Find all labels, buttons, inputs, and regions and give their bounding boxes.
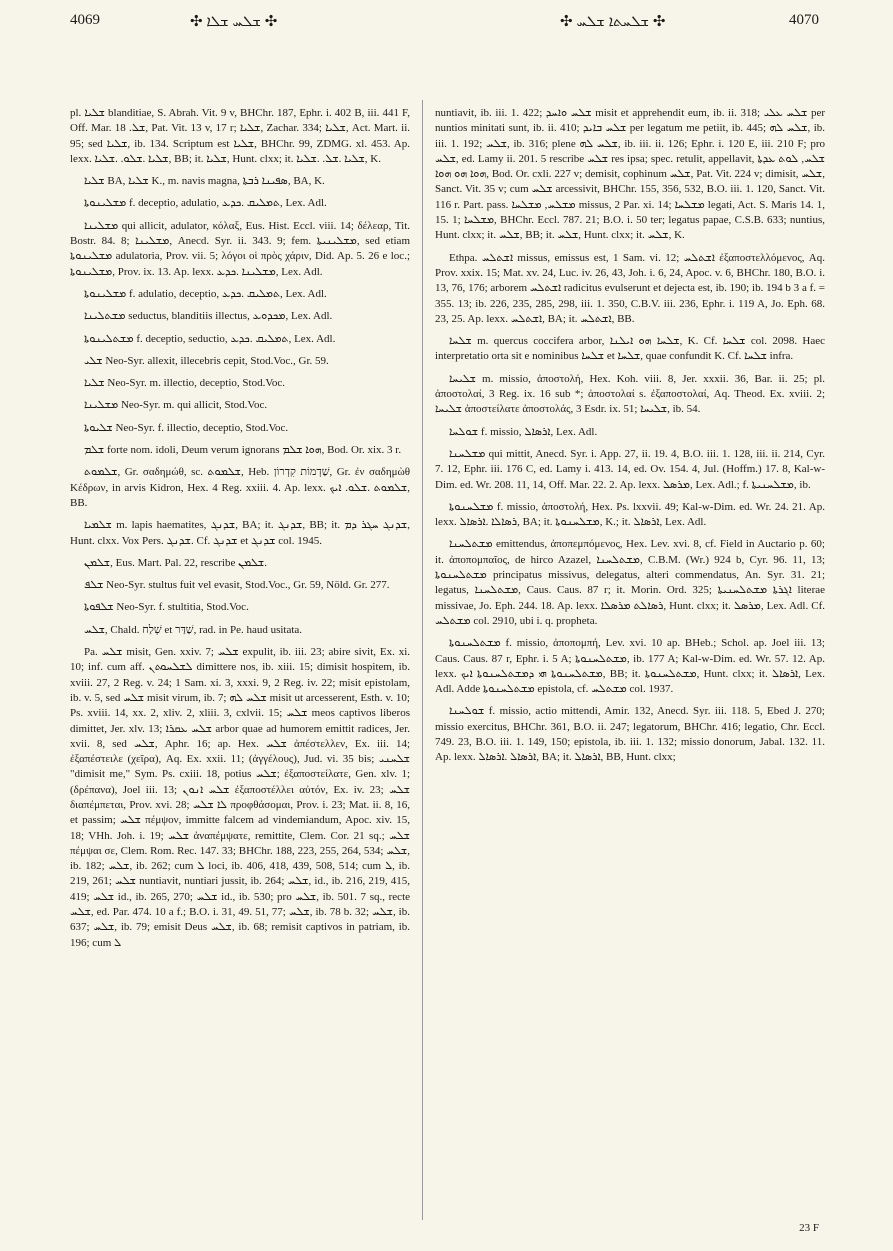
entry: nuntiavit, ib. iii. 1. 422; ܫܠܚ ܘܐܚܕ misit et apprehendit eum, ib. ii. 318; ܫܠܚ ܥܠܝ per nuntios minitati sunt, ib. ii. 410; ܫܠܚ ܒܐܝܕ per legatum me petiit, ib. 445; ܫܠܚ ܠܗ, ib. iii. 1. 192; ܫܠܚ, ib. 316; plene ܫܠܚ ܠܗ, ib. iii. ii. 126; Ephr. i. 120 E, iii. 210 F; pro ܫܠܚ, ed. Lamy ii. 201. 5 rescribe ܫܠܚ res ipsa; spec. retulit, appellavit, ܫܠܚ, ܠܘܬ ܥܕܬܐ ܗܘܐ ܗܘ ܗܘܐ, Bod. Or. cxli. 227 v; demisit, cophinum ܫܠܚ, Pat. Vit. 224 v; dimisit, ܫܠܚ, Sanct. Vit. 35 v; cum ܫܠܚ arcessivit, BHChr. 155, 356, 532, B.O. iii. 1. 120, Sanct. Vit. 116 r. Part. pass. ܡܫܠܚ, ܡܫܠܚܐ missus, 2 Par. xi. 14; ܡܫܠܚܐ legati, Act. S. Maris 14. 1, 15. 1; ܡܫܠܚܐ, BHChr. Eccl. 787. 21; B.O. i. 50 ter; legatus papae, C.S.B. 633; nuntius, Hunt. clxx; it. ܫܠܚ, BB; it. ܫܠܚ, Hunt. clxx; it. ܫܠܚ, K. xyxy=(435,107,825,242)
entry: ܫܠܡܘܬ, Gr. σαδημώθ, sc. ܫܠܡܘܬ, Heb. שַׁדְמוֹת קִדְרוֹן, Gr. ἐν σαδημὼθ Κέδρων, in arvis Kidron, Hex. 4 Reg. xxiii. 4. Ap. lexx. ܫܠܡܘܬ .ܫܠܘ. ܐܝܟ, BB. xyxy=(70,466,410,509)
right-column xyxy=(435,106,825,1226)
entry: ܫܠܡ forte nom. idoli, Deum verum ignorans ܗܘܐ ܫܠܡ, Bod. Or. xix. 3 r. xyxy=(84,444,402,457)
entry: ܫܠܚܐ m. quercus coccifera arbor, ܫܠܚܐ ܗܘ ܐܝܠܢܐ, K. Cf. ܫܠܚܐ col. 2098. Haec interpretatio orta sit e nominibus ܫܠܚܐ et ܫܠܚܐ, quae confundit K. Cf. ܫܠܚܐ infra. xyxy=(435,335,825,363)
entry: ܫܘܠܚܐ f. missio, ܐܪܣܐܠ, Lex. Adl. xyxy=(449,425,598,438)
entry: ܫܠܦܘܬܐ Neo-Syr. f. stultitia, Stod.Voc. xyxy=(84,601,249,614)
entry: ܡܫܠܝܢܘܬܐ f. deceptio, adulatio, ܬܡܠܝܩ .ܟܕܥ, Lex. Adl. xyxy=(84,197,327,210)
signature-mark: 23 F xyxy=(799,1222,819,1234)
entry: ܫܠܦ Neo-Syr. stultus fuit vel evasit, Stod.Voc., Gr. 59, Nöld. Gr. 277. xyxy=(84,579,390,592)
entry: ܫܠܝܚܐ m. missio, ἀποστολή, Hex. Koh. viii. 8, Jer. xxxii. 36, Bar. ii. 25; pl. ἀποστολαί, 3 Reg. ix. 16 sub *; ἀποστολαί s. ἐξαποστολαί, Aq. Theod. Ex. xviii. 2; ܫܠܝܚܐ ἀποστείλατε ἀποστολάς, 3 Esdr. ix. 51; ܫܠܝܚܐ, ib. 54. xyxy=(435,372,825,416)
running-title-right: ✣ ܫܠܚܬܐ ܫܠܚ ✣ xyxy=(560,14,666,30)
entry: ܫܘܠܚܢܐ f. missio, actio mittendi, Amir. 132, Anecd. Syr. iii. 118. 5, Ebed J. 270; missio exercitus, BHChr. 361, B.O. ii. 247; legatorum, BHChr. 416; legatio, Chr. Eccl. 749. 23, B.O. iii. 1. 149, 150; epistola, ib. iii. 1. 132; missio donorum, Jabal. 132. 11. Ap. lexx. ܐܪܣܐܠ .ܐܪܣܐܠ, BA; it. ܐܪܣܐܠ, BB, Hunt. clxx; xyxy=(435,705,825,764)
page-header xyxy=(0,0,893,40)
entry: ܡܫܠܚܢܐ qui mittit, Anecd. Syr. i. App. 27, ii. 19. 4, B.O. iii. 1. 128, iii. ii. 214, Cyr. 7. 12, Ephr. iii. 176 C, ed. Lamy i. 413. 14, ed. Ov. 154. 4, Jul. (Hoffm.) 17. 8, Kal-w-Dim. ed. Wr. 208. 11, 14, Off. Mar. 22. 2. Ap. lexx. ܡܪܣܠ, Lex. Adl.; f. ܡܫܠܚܢܝܬܐ, ib. xyxy=(435,447,825,491)
entry: ܡܫܠܝܢܘܬܐ f. adulatio, deceptio, ܬܡܠܝܩ .ܟܕܥ, Lex. Adl. xyxy=(84,287,327,300)
entry: ܫܠܝ Neo-Syr. allexit, illecebris cepit, Stod.Voc., Gr. 59. xyxy=(84,354,329,367)
entry: ܫܠܚ, Chald. שְׁלַח et שַׁדַּר, rad. in Pe. haud usitata. xyxy=(84,623,303,636)
entry: ܫܠܡܝܐ m. lapis haematites, ܫܕܢܓ, BA; it. ܫܕܢܓ, BB; it. ܫܕܢܓ ܚܓܪ ܕܡ, Hunt. clxx. Vox Pers. ܫܕܢܓ. Cf. ܫܕܢܓ et ܫܕܢܓ col. 1945. xyxy=(70,519,410,547)
entry: ܡܫܬܠܝܢܐ seductus, blanditiis illectus, ܡܟܕܘܥ, Lex. Adl. xyxy=(84,310,333,323)
entry: ܡܫܠܝܢܐ qui allicit, adulator, κόλαξ, Eus. Hist. Eccl. viii. 14; δέλεαρ, Tit. Bostr. 84. 8; ܡܫܠܝܢܐ, Anecd. Syr. ii. 343. 9; fem. ܡܫܠܝܢܝܬܐ, sed etiam ܡܫܠܝܢܘܬܐ adulatoria, Prov. vii. 5; λόγοι οἱ πρὸς χάριν, Did. Ap. 5. 26 e loc.; ܡܫܠܝܢܘܬܐ, Prov. ix. 13. Ap. lexx. ܡܫܠܝܢܐ .ܟܕܥ, Lex. Adl. xyxy=(70,219,410,278)
entry: Pa. ܫܠܚ misit, Gen. xxiv. 7; ܫܠܚ expulit, ib. iii. 23; abire sivit, Ex. xi. 10; inf. cum aff. ܠܫܠܚܘܬܢ dimittere nos, ib. xiii. 15; dimisit hospitem, ib. xviii. 27, 2 Reg. v. 24; 1 Sam. xi. 3, xxxi. 9, 2 Reg. iv. 22; misit epistolam, ib. v. 5, sed ܫܠܚ misit virum, ib. 7; ܫܠܚ ܠܗ misit ut arcesserent, Esth. v. 10; Ps. xviii. 14, xx. 2, xliv. 2, xliii. 3, cxlvii. 15; ܫܠܚ meos captivos liberos dimittet, Jer. xlv. 13; ܫܠܚ ܥܩܪܐ arbor quae ad humorem emittit radices, Jer. xvii. 8, sed ܫܠܚ, Aphr. 16; ap. Hex. ܫܠܚ ἀπέστελλεν, Ex. iii. 14; ἐξαπέστειλε (χεῖρα), Aq. Ex. xxii. 11; (ἀγγέλους), Jud. vi. 35 bis; ܫܠܚܢܝ "dimisit me," Sym. Ps. cxiii. 18, potius ܫܠܚ; ἐξαποστείλατε, Gen. xlv. 1; (δρέπανα), Joel iii. 13; ܫܠܚ ܐܢܘܢ ἐξαποστέλλει αὐτόν, Ex. iv. 23; ܫܠܚ διαπέμπεται, Prov. xvi. 28; ܠܐ ܫܠܚ προφθάσομαι, Prov. i. 23; Mat. ii. 8, 16, et passim; ܫܠܚ πέμψον, immitte falcem ad vindemiandum, Apoc. xiv. 15, 18; VHh. Joh. i. 19; ܫܠܚ ἀναπέμψατε, remittite, Clem. Cor. 21 sq.; ܫܠܚ πέμψαι σε, Clem. Rom. Rec. 147. 33; BHChr. 188, 223, 255, 264, 534; ܫܠܚ, ib. 182; ܫܠܚ, ib. 262; cum ܠ loci, ib. 406, 418, 439, 508, 514; cum ܠ, ib. 219, 261; ܫܠܚ nuntiavit, nuntiari jussit, ib. 264; ܫܠܚ, id., ib. 216, 219, 415, 419; ܫܠܚ id., ib. 265, 270; ܫܠܚ id., ib. 530; pro ܫܠܚ, ib. 501. 7 sq., recte ܫܠܚ, ed. Par. 474. 10 a f.; B.O. i. 31, 49. 51, 77; ܫܠܚ, ib. 78 b. 32; ܫܠܚ, ib. 637; ܫܠܚ, ib. 79; emisit Deus ܫܠܚ, ib. 68; remisit captivos in patriam, ib. 196; cum ܠ xyxy=(70,646,410,949)
entry: ܫܠܝܘܬܐ Neo-Syr. f. illectio, deceptio, Stod.Voc. xyxy=(84,421,289,434)
entry: ܫܠܝܐ Neo-Syr. m. illectio, deceptio, Stod.Voc. xyxy=(84,377,285,390)
page-number-right: 4070 xyxy=(789,12,819,28)
entry: ܡܫܠܚܢܘܬܐ f. missio, ἀποστολή, Hex. Ps. lxxvii. 49; Kal-w-Dim. ed. Wr. 24. 21. Ap. lexx. ܪܣܐܠܐ .ܐܪܣܐܠ, BA; it. ܡܫܠܚܢܘܬܐ, K.; it. ܐܪܣܐܠ, Lex. Adl. xyxy=(435,500,825,529)
running-title-left: ✣ ܫܠܚ ܫܠܐ ✣ xyxy=(190,14,278,30)
entry: pl. ܫܠܝܐ blanditiae, S. Abrah. Vit. 9 v, BHChr. 187, Ephr. i. 402 B, iii. 441 F, Off. Mar. ܫܠ. 18, Pat. Vit. 13 v, 17 r; ܫܠܝܐ, Zachar. 334; ܫܠܝܐ, Act. Mart. ii. 95; sed ܫܠܝܐ, ib. 134. Scriptum est ܫܠܝܐ, BHChr. 99, ZDMG. xl. 453. Ap. lexx. ܫܠܝܐ .ܫܠܘ. .ܫܠܝܐ, BB; it. ܫܠܝܐ, Hunt. clxx; it. ܫܠܝܐ .ܫܠ. .ܫܠܝܐ, K. xyxy=(70,107,410,165)
column-divider xyxy=(422,100,423,1220)
entry: ܡܫܠܝܢܐ Neo-Syr. m. qui allicit, Stod.Voc. xyxy=(84,399,268,412)
left-column xyxy=(70,106,410,1226)
entry: ܡܫܬܠܚܢܐ emittendus, ἀποπεμπόμενος, Hex. Lev. xvi. 8, cf. Field in Auctario p. 60; it. ἀποπομπαῖος, de hirco Azazel, ܡܫܬܠܚܢܐ, C.B.M. (Wr.) 924 b, Cyr. 96. 11, 13; ܡܫܬܠܚܢܘܬܐ principatus missivus, delegatus, alteri commendatus, An. Syr. 31. 21; legatus, ܡܫܬܠܚܢܐ, Caus. Caus. 87 r; it. Morin. Ord. 325; ܐܓܪܬܐ ܡܫܬܠܚܢܝܬܐ literae missivae, Jo. Eph. 244. 18. Ap. lexx. ܪܣܐܠܬ ܡܪܣܠܐ, Hunt. clxx; it. ܡܪܣܠ, Lex. Adl. Cf. ܡܫܬܠܚ col. 2910, ubi i. q. propheta. xyxy=(435,538,825,627)
entry: ܡܫܬܠܝܢܘܬܐ f. deceptio, seductio, ܬܡܠܝܩ .ܟܕܥ, Lex. Adl. xyxy=(84,332,336,345)
entry: ܫܠܝܐ BA, ܫܠܝܐ K., m. navis magna, ܣܦܝܢܐ ܪܒܬܐ, BA, K. xyxy=(84,175,325,188)
page-number-left: 4069 xyxy=(70,12,100,28)
entry: Ethpa. ܐܫܬܠܚ missus, emissus est, 1 Sam. vi. 12; ܐܫܬܠܚ ἐξαποστελλόμενος, Aq. Prov. xxix. 15; Mat. xv. 24, Luc. iv. 26, 43, Joh. i. 6, 24, Apoc. v. 6, BHChr. 180, B.O. i. 13, 76, 176; arborem ܐܫܬܠܚ radicitus evulserunt et dejecta est, ib. 190; ib. 194 b 3 a f. = 355. 13; ib. 226, 235, 285, 298, iii. 1. 350, C.B.V. iii. 236, Ephr. i. 119 A, Jo. Eph. 68. 23, 25. Ap. lexx. ܐܫܬܠܚ, BA; it. ܐܫܬܠܚ, BB. xyxy=(435,251,825,325)
entry: ܡܫܬܠܚܢܘܬܐ f. missio, ἀποπομπή, Lev. xvi. 10 ap. BHeb.; Schol. ap. Joel iii. 13; Caus. Caus. 87 r, Ephr. i. 5 A; ܡܫܬܠܚܢܘܬܐ, ib. 177 A; Kal-w-Dim. ed. Wr. 57. 12. Ap. lexx. ܡܫܬܠܚܢܘܬܐ ܗܝ ܕܡܫܬܠܚܢܘܬܐ ܐܝܟ, BB; it. ܡܫܬܠܚܢܘܬܐ, Hunt. clxx; it. ܐܪܣܐܠ, Lex. Adl. Adde ܡܫܬܠܚܢܘܬܐ epistola, cf. ܡܫܬܠܚ col. 1937. xyxy=(435,637,825,696)
entry: ܫܠܡܢ, Eus. Mart. Pal. 22, rescribe ܫܠܡܢ. xyxy=(84,556,267,569)
